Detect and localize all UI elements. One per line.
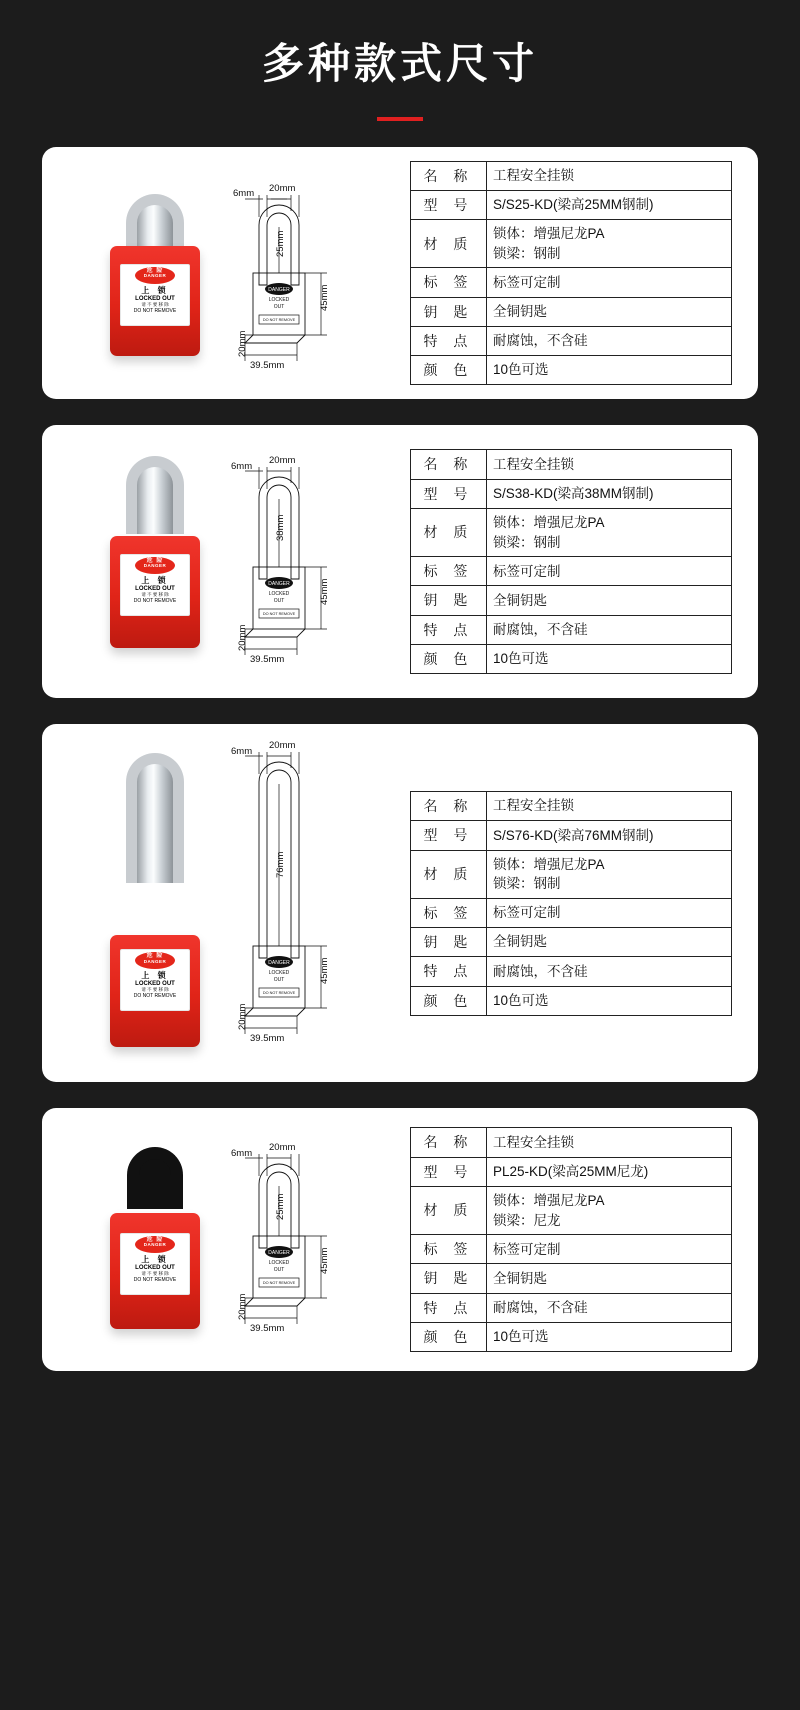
spec-key-material: 材 质 [411, 220, 487, 268]
dimension-drawing-pl25 [215, 1122, 365, 1357]
spec-value-feature: 耐腐蚀，不含硅 [487, 326, 732, 355]
dim-clearance: 25mm [275, 231, 286, 258]
table-row [411, 161, 732, 190]
table-row [411, 1128, 732, 1157]
dim-inner-width: 20mm [269, 455, 296, 467]
spec-value-key: 全铜钥匙 [487, 586, 732, 615]
spec-value-material [487, 1187, 732, 1235]
spec-value-key: 全铜钥匙 [487, 1264, 732, 1293]
spec-value-material [487, 220, 732, 268]
spec-value-name: 工程安全挂锁 [487, 161, 732, 190]
table-row [411, 268, 732, 297]
product-card-s76 [42, 724, 758, 1082]
lock-body [110, 1213, 200, 1329]
table-row [411, 1187, 732, 1235]
drawing-svg [215, 738, 365, 1068]
dimension-drawing-s38 [215, 439, 365, 684]
page-title: 多种款式尺寸 [261, 40, 538, 87]
table-row [411, 1264, 732, 1293]
table-row [411, 557, 732, 586]
table-row [411, 821, 732, 850]
drawing-svg [215, 165, 365, 380]
dim-body-height: 45mm [319, 1248, 330, 1275]
table-row [411, 957, 732, 986]
dim-body-depth: 20mm [237, 331, 248, 358]
spec-key-material: 材 质 [411, 1187, 487, 1235]
table-row [411, 326, 732, 355]
spec-key-model: 型 号 [411, 821, 487, 850]
shackle [127, 1147, 183, 1209]
dim-body-depth: 20mm [237, 1004, 248, 1031]
svg-text:DO NOT REMOVE: DO NOT REMOVE [262, 318, 296, 323]
warning-label: 危 险 DANGER 上 锁 LOCKED OUT 请 不 要 移 除 DO NOT REMOVE [120, 264, 190, 326]
table-row [411, 1235, 732, 1264]
table-row [411, 927, 732, 956]
danger-badge: 危 险 DANGER [135, 267, 175, 284]
spec-value-material [487, 509, 732, 557]
spec-table-wrap-pl25 [406, 1127, 746, 1352]
spec-key-material: 材 质 [411, 850, 487, 898]
table-row [411, 615, 732, 644]
dim-inner-width: 20mm [269, 1142, 296, 1154]
spec-key-label: 标 签 [411, 557, 487, 586]
spec-value-feature: 耐腐蚀，不含硅 [487, 1293, 732, 1322]
danger-badge: 危 险 DANGER [135, 1236, 175, 1253]
spec-value-feature: 耐腐蚀，不含硅 [487, 957, 732, 986]
material-body: 锁体：增强尼龙PA [493, 1193, 605, 1209]
dim-body-width: 39.5mm [250, 654, 285, 666]
svg-text:OUT: OUT [273, 598, 285, 605]
svg-text:DANGER: DANGER [268, 1250, 290, 1257]
dim-width-top: 6mm [231, 461, 253, 473]
table-row [411, 220, 732, 268]
spec-key-model: 型 号 [411, 479, 487, 508]
spec-value-model: PL25-KD(梁高25MM尼龙) [487, 1157, 732, 1186]
spec-value-model: S/S25-KD(梁高25MM钢制) [487, 190, 732, 219]
spec-value-model: S/S38-KD(梁高38MM钢制) [487, 479, 732, 508]
warning-label: 危 险 DANGER 上 锁 LOCKED OUT 请 不 要 移 除 DO NOT REMOVE [120, 949, 190, 1011]
spec-key-name: 名 称 [411, 1128, 487, 1157]
drawing-svg [215, 439, 365, 684]
padlock-photo [95, 1125, 215, 1355]
product-image-s76 [54, 738, 406, 1068]
dim-body-height: 45mm [319, 958, 330, 985]
svg-text:DO NOT REMOVE: DO NOT REMOVE [262, 612, 296, 617]
shackle [126, 456, 184, 534]
warning-label: 危 险 DANGER 上 锁 LOCKED OUT 请 不 要 移 除 DO NOT REMOVE [120, 554, 190, 616]
dim-body-depth: 20mm [237, 625, 248, 652]
table-row [411, 645, 732, 674]
svg-text:DANGER: DANGER [268, 581, 290, 588]
dim-body-width: 39.5mm [250, 1323, 285, 1335]
spec-value-key: 全铜钥匙 [487, 927, 732, 956]
spec-key-feature: 特 点 [411, 1293, 487, 1322]
dim-body-height: 45mm [319, 579, 330, 606]
spec-key-material: 材 质 [411, 509, 487, 557]
dim-body-height: 45mm [319, 285, 330, 312]
dim-clearance: 38mm [275, 515, 286, 542]
spec-value-label: 标签可定制 [487, 268, 732, 297]
dim-body-width: 39.5mm [250, 360, 285, 372]
table-row [411, 450, 732, 479]
shackle [126, 194, 184, 252]
table-row [411, 297, 732, 326]
svg-text:LOCKED: LOCKED [268, 591, 290, 598]
spec-key-key: 钥 匙 [411, 297, 487, 326]
product-card-pl25 [42, 1108, 758, 1371]
dim-clearance: 76mm [275, 852, 286, 879]
lock-body [110, 935, 200, 1047]
spec-value-label: 标签可定制 [487, 898, 732, 927]
spec-value-material [487, 850, 732, 898]
spec-key-key: 钥 匙 [411, 1264, 487, 1293]
product-image-s25 [54, 165, 406, 380]
drawing-danger-text: DANGER [268, 287, 290, 294]
dim-clearance: 25mm [275, 1194, 286, 1221]
material-shackle: 锁梁：钢制 [493, 245, 561, 261]
warning-label: 危 险 DANGER 上 锁 LOCKED OUT 请 不 要 移 除 DO NOT REMOVE [120, 1233, 190, 1295]
svg-text:OUT: OUT [273, 304, 285, 311]
page-header [0, 0, 800, 121]
table-row [411, 791, 732, 820]
table-row [411, 1157, 732, 1186]
title-underline [377, 117, 423, 121]
spec-key-feature: 特 点 [411, 957, 487, 986]
table-row [411, 190, 732, 219]
spec-key-color: 颜 色 [411, 356, 487, 385]
spec-table [410, 161, 732, 386]
spec-table-wrap-s38 [406, 449, 746, 674]
material-shackle: 锁梁：尼龙 [493, 1212, 561, 1228]
spec-value-name: 工程安全挂锁 [487, 791, 732, 820]
spec-value-feature: 耐腐蚀，不含硅 [487, 615, 732, 644]
spec-key-feature: 特 点 [411, 326, 487, 355]
material-body: 锁体：增强尼龙PA [493, 515, 605, 531]
svg-text:LOCKED: LOCKED [268, 1260, 290, 1267]
spec-key-name: 名 称 [411, 450, 487, 479]
spec-value-label: 标签可定制 [487, 557, 732, 586]
spec-key-name: 名 称 [411, 791, 487, 820]
padlock-photo [95, 168, 215, 378]
lock-body [110, 246, 200, 356]
spec-key-key: 钥 匙 [411, 927, 487, 956]
spec-key-name: 名 称 [411, 161, 487, 190]
spec-value-name: 工程安全挂锁 [487, 1128, 732, 1157]
spec-table [410, 1127, 732, 1352]
dim-inner-width: 20mm [269, 183, 296, 195]
spec-key-color: 颜 色 [411, 986, 487, 1015]
svg-text:LOCKED: LOCKED [268, 970, 290, 977]
dim-inner-width: 20mm [269, 740, 296, 752]
svg-text:OUT: OUT [273, 977, 285, 984]
dimension-drawing-s76 [215, 738, 365, 1068]
svg-text:DO NOT REMOVE: DO NOT REMOVE [262, 991, 296, 996]
drawing-svg [215, 1122, 365, 1357]
dim-width-top: 6mm [233, 188, 255, 200]
spec-key-label: 标 签 [411, 268, 487, 297]
spec-value-model: S/S76-KD(梁高76MM钢制) [487, 821, 732, 850]
material-shackle: 锁梁：钢制 [493, 876, 561, 892]
table-row [411, 986, 732, 1015]
product-card-s25 [42, 147, 758, 400]
spec-key-color: 颜 色 [411, 645, 487, 674]
dim-body-depth: 20mm [237, 1294, 248, 1321]
padlock-photo [95, 743, 215, 1063]
spec-value-label: 标签可定制 [487, 1235, 732, 1264]
table-row [411, 479, 732, 508]
spec-table-wrap-s76 [406, 791, 746, 1016]
spec-key-color: 颜 色 [411, 1323, 487, 1352]
spec-value-color: 10色可选 [487, 645, 732, 674]
material-shackle: 锁梁：钢制 [493, 534, 561, 550]
spec-value-name: 工程安全挂锁 [487, 450, 732, 479]
table-row [411, 356, 732, 385]
shackle [126, 753, 184, 883]
table-row [411, 850, 732, 898]
svg-text:DANGER: DANGER [268, 960, 290, 967]
spec-key-label: 标 签 [411, 898, 487, 927]
spec-key-label: 标 签 [411, 1235, 487, 1264]
svg-text:LOCKED: LOCKED [268, 297, 290, 304]
spec-value-color: 10色可选 [487, 356, 732, 385]
material-body: 锁体：增强尼龙PA [493, 856, 605, 872]
dim-body-width: 39.5mm [250, 1033, 285, 1045]
table-row [411, 898, 732, 927]
spec-key-model: 型 号 [411, 1157, 487, 1186]
spec-table-wrap-s25 [406, 161, 746, 386]
spec-table [410, 791, 732, 1016]
table-row [411, 509, 732, 557]
table-row [411, 1293, 732, 1322]
spec-table [410, 449, 732, 674]
table-row [411, 1323, 732, 1352]
danger-badge: 危 险 DANGER [135, 952, 175, 969]
spec-key-model: 型 号 [411, 190, 487, 219]
table-row [411, 586, 732, 615]
svg-text:OUT: OUT [273, 1267, 285, 1274]
danger-badge: 危 险 DANGER [135, 557, 175, 574]
spec-value-color: 10色可选 [487, 1323, 732, 1352]
material-body: 锁体：增强尼龙PA [493, 226, 605, 242]
spec-value-color: 10色可选 [487, 986, 732, 1015]
lock-body [110, 536, 200, 648]
spec-value-key: 全铜钥匙 [487, 297, 732, 326]
dimension-drawing-s25 [215, 165, 365, 380]
dim-width-top: 6mm [231, 746, 253, 758]
product-image-s38 [54, 439, 406, 684]
spec-key-key: 钥 匙 [411, 586, 487, 615]
svg-text:DO NOT REMOVE: DO NOT REMOVE [262, 1281, 296, 1286]
spec-key-feature: 特 点 [411, 615, 487, 644]
product-image-pl25 [54, 1122, 406, 1357]
padlock-photo [95, 442, 215, 682]
product-card-s38 [42, 425, 758, 698]
dim-width-top: 6mm [231, 1148, 253, 1160]
